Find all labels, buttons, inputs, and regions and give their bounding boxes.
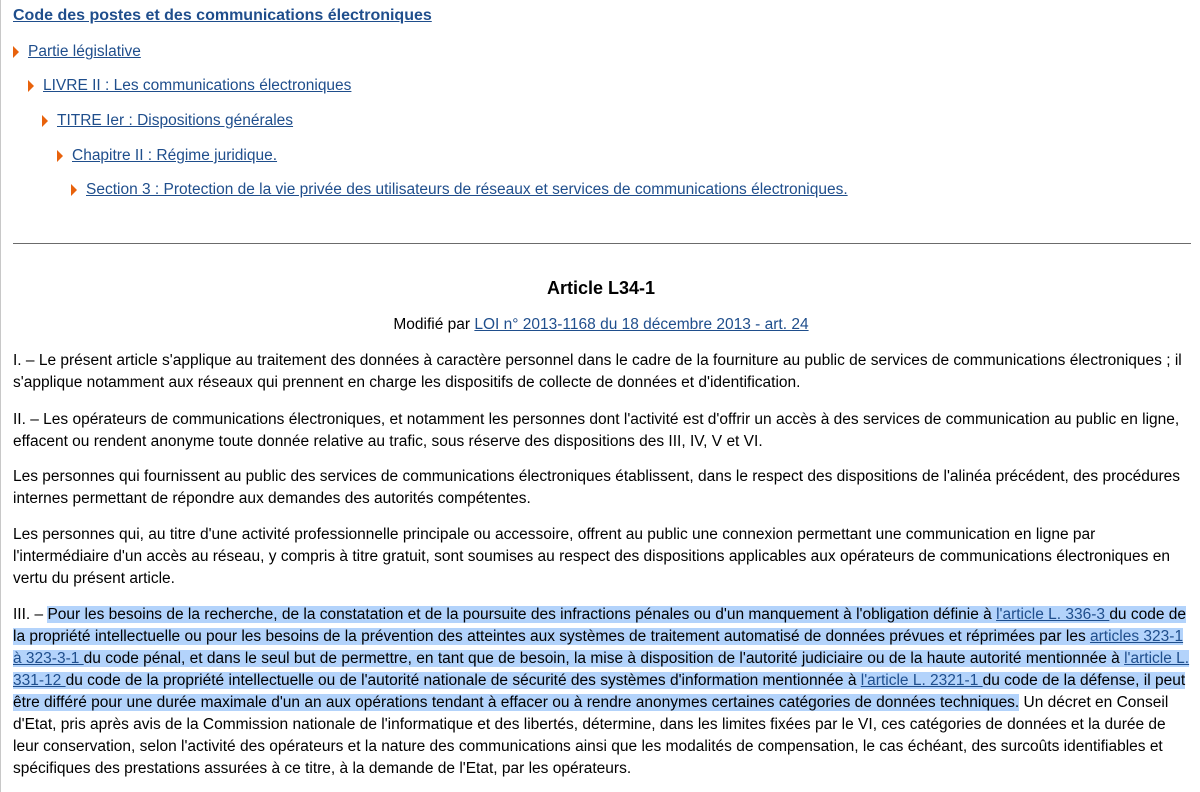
breadcrumb-item-titre[interactable] [42,112,293,130]
arrow-right-icon [57,150,63,162]
text-segment: Pour les besoins de la recherche, de la constatation et de la poursuite des infractions pénales ou d'un manquement à l'obligation définie à [47,606,997,623]
breadcrumb-link-chapitre[interactable]: Chapitre II : Régime juridique. [72,147,278,164]
breadcrumb-item-chapitre[interactable] [57,147,277,165]
breadcrumb-link-titre[interactable]: TITRE Ier : Dispositions générales [57,112,294,129]
paragraph-1: I. – Le présent article s'applique au traitement des données à caractère personnel dans le cadre de la fourniture au public de services de communications électroniques ; il s'applique notamment aux réseaux qui prennent en charge les dispositifs de collecte de données et d'identification. [13,352,1182,391]
divider [13,243,1191,244]
paragraph-5-prefix: III. – [13,606,48,623]
article-link-l331-12[interactable]: l'article L. 331-12 [13,650,1190,689]
modified-prefix: Modifié par [393,316,475,333]
arrow-right-icon [28,80,34,92]
text-segment: Un décret en Conseil d'Etat, pris après avis de la Commission nationale de l'informatique et des libertés, détermine, dans les limites fixées par le VI, ces catégories de données et la durée de leur conservation, selon l'activité des opérateurs et la nature des communications ainsi que les modalités de compensation, le cas échéant, des surcoûts identifiables et spécifiques des prestations assurées à ce titre, à la demande de l'Etat, par les opérateurs. [13,694,1169,777]
modifying-law-link[interactable]: LOI n° 2013-1168 du 18 décembre 2013 - art. 24 [474,316,809,333]
text-segment: du code de la propriété intellectuelle ou pour les besoins de la prévention des atteintes aux systèmes de traitement automatisé de données prévues et réprimées par les [13,606,1187,645]
text-segment: du code de la défense, il peut être différé pour une durée maximale d'un an aux opérations tendant à effacer ou à rendre anonymes certaines catégories de données techniques. [13,672,1186,711]
breadcrumb-item-livre[interactable] [28,77,351,95]
breadcrumb-item-section[interactable] [71,181,848,199]
breadcrumb-link-section[interactable]: Section 3 : Protection de la vie privée des utilisateurs de réseaux et services de communications électroniques. [86,181,848,198]
paragraph-3: Les personnes qui fournissent au public des services de communications électroniques établissent, dans le respect des dispositions de l'alinéa précédent, des procédures internes permettant de répondre aux demandes des autorités compétentes. [13,468,1181,507]
breadcrumb-link-partie[interactable]: Partie législative [28,43,141,60]
modification-line [1,316,1200,334]
breadcrumb-link-livre[interactable]: LIVRE II : Les communications électroniques [43,77,352,94]
paragraph-2: II. – Les opérateurs de communications électroniques, et notamment les personnes dont l'activité est d'offrir un accès à des services de communication au public en ligne, effacent ou rendent anonyme toute donnée relative au trafic, sous réserve des dispositions des III, IV, V et VI. [13,411,1180,450]
article-title: Article L34-1 [546,278,656,298]
breadcrumb-item-partie[interactable] [13,43,141,61]
text-segment: du code de la propriété intellectuelle ou de l'autorité nationale de sécurité des systèmes d'information mentionnée à [65,672,861,689]
article-link-l336-3[interactable]: l'article L. 336-3 [996,606,1110,623]
arrow-right-icon [42,115,48,127]
paragraph-5 [13,604,1191,780]
article-link-323-1[interactable]: articles 323-1 à 323-3-1 [13,628,1184,667]
arrow-right-icon [13,46,19,58]
highlighted-selection [13,606,1189,711]
paragraph-4: Les personnes qui, au titre d'une activité professionnelle principale ou accessoire, offrent au public une connexion permettant une communication en ligne par l'intermédiaire d'un accès au réseau, y compris à titre gratuit, sont soumises au respect des dispositions applicables aux opérateurs de communications électroniques en vertu du présent article. [13,526,1170,587]
arrow-right-icon [71,184,77,196]
article-link-l2321-1[interactable]: l'article L. 2321-1 [860,672,983,689]
text-segment: du code pénal, et dans le seul but de permettre, en tant que de besoin, la mise à disposition de l'autorité judiciaire ou de la haute autorité mentionnée à [83,650,1125,667]
code-title-link[interactable]: Code des postes et des communications électroniques [13,7,432,24]
